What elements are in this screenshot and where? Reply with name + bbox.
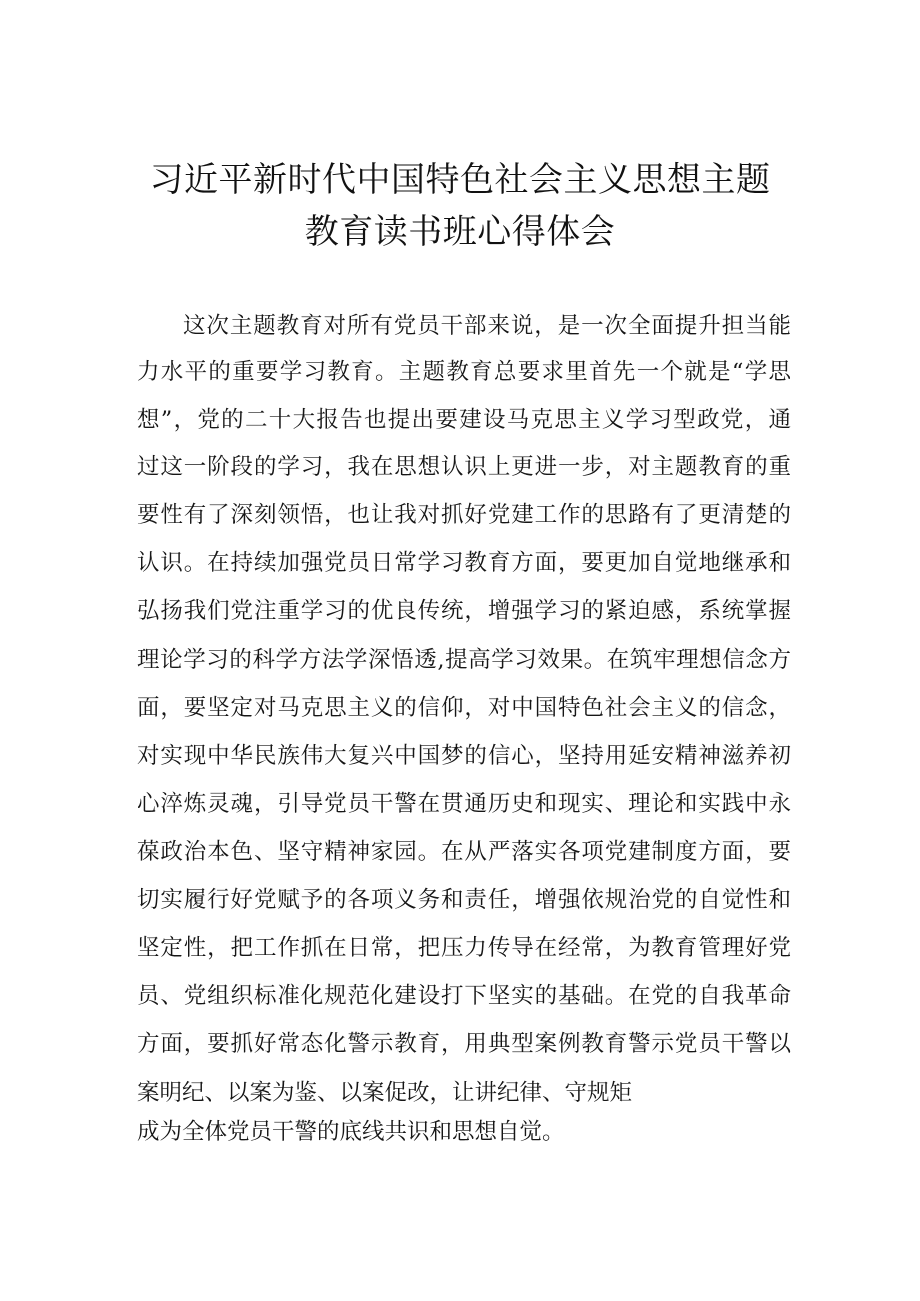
body-line: 力水平的重要学习教育。主题教育总要求里首先一个就是“学思 [137,359,791,385]
body-line: 对实现中华民族伟大复兴中国梦的信心，坚持用延安精神滋养初 [137,743,791,769]
body-line-last: 成为全体党员干警的底线共识和思想自觉。 [137,1119,565,1145]
body-line: 要性有了深刻领悟，也让我对抓好党建工作的思路有了更清楚的 [137,502,791,528]
body-line: 案明纪、以案为鉴、以案促改，让讲纪律、守规矩 [137,1080,633,1106]
body-line: 切实履行好党赋予的各项义务和责任，增强依规治党的自觉性和 [137,887,791,913]
body-line: 过这一阶段的学习，我在思想认识上更进一步，对主题教育的重 [137,454,791,480]
body-line: 心淬炼灵魂，引导党员干警在贯通历史和现实、理论和实践中永 [137,791,791,817]
document-title-line-2: 教育读书班心得体会 [304,212,616,252]
body-line: 葆政治本色、坚守精神家园。在从严落实各项党建制度方面，要 [137,839,791,865]
body-line: 坚定性，把工作抓在日常，把压力传导在经常，为教育管理好党 [137,935,791,961]
document-title-line-1: 习近平新时代中国特色社会主义思想主题 [149,160,771,200]
body-line: 弘扬我们党注重学习的优良传统，增强学习的紧迫感，系统掌握 [137,598,791,624]
body-line: 理论学习的科学方法学深悟透,提高学习效果。在筑牢理想信念方 [137,647,791,673]
body-line: 想”，党的二十大报告也提出要建设马克思主义学习型政党，通 [137,407,791,433]
body-line: 员、党组织标准化规范化建设打下坚实的基础。在党的自我革命 [137,983,791,1009]
body-line: 认识。在持续加强党员日常学习教育方面，要更加自觉地继承和 [137,550,791,576]
body-line: 这次主题教育对所有党员干部来说，是一次全面提升担当能 [183,313,791,339]
body-line: 面，要坚定对马克思主义的信仰，对中国特色社会主义的信念， [137,695,791,721]
body-line: 方面，要抓好常态化警示教育，用典型案例教育警示党员干警以 [137,1031,791,1057]
